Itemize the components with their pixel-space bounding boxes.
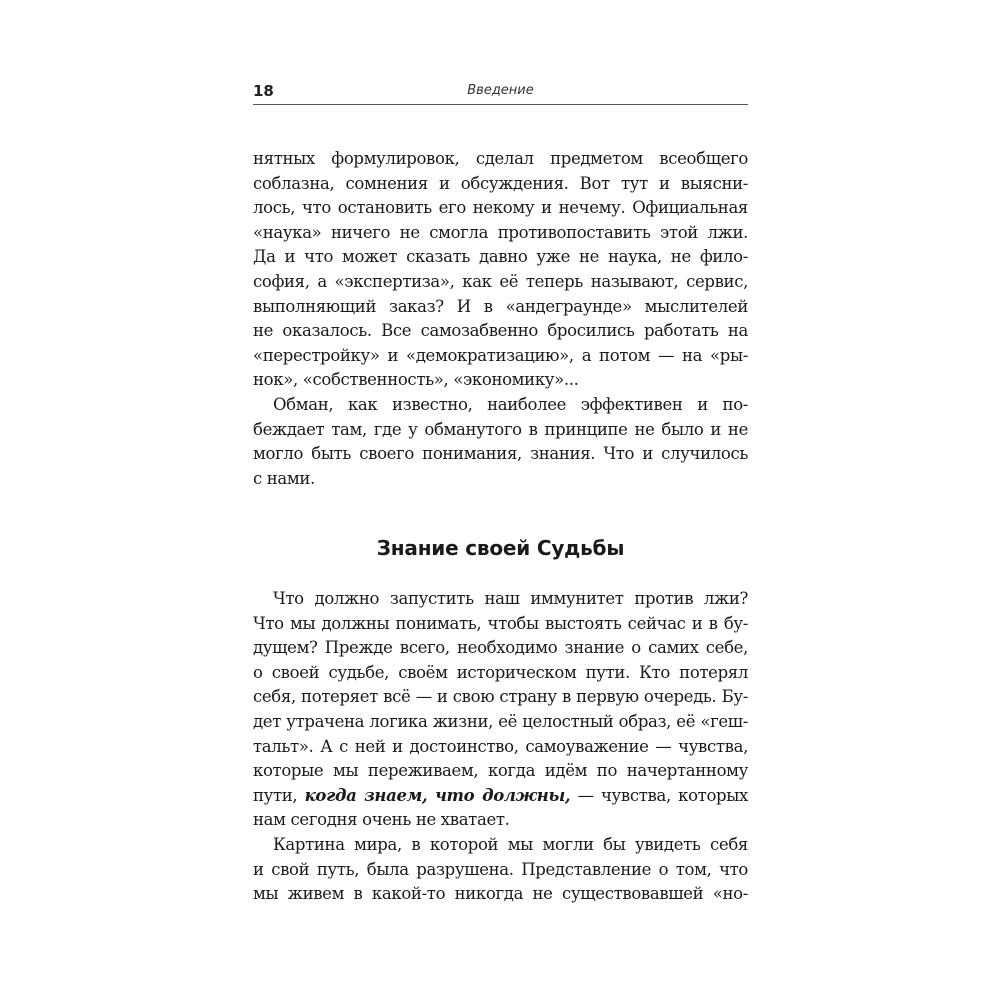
page-header [253,82,748,104]
text-line: Обман, как известно, наиболее эффективен и по- [273,394,748,414]
text-line: мы живем в какой-то никогда не существовавшей «но- [253,884,748,904]
text-line: себя, потеряет всё — и свою страну в первую очередь. Бу- [253,687,748,707]
text-line: «наука» ничего не смогла противопоставить этой лжи. [253,222,748,242]
text-line: Что мы должны понимать, чтобы выстоять сейчас и в бу- [253,613,748,633]
text-line: дет утрачена логика жизни, её целостный образ, её «геш- [253,711,748,731]
text-line: Да и что может сказать давно уже не наука, не фило- [253,247,748,267]
text-line: «перестройку» и «демократизацию», а потом — на «ры- [253,345,748,365]
paragraph-block-1 [253,147,748,491]
emphasis-text: когда знаем, что должны, [304,785,571,805]
text-line: Картина мира, в которой мы могли бы увидеть себя [273,834,748,854]
text-line: о своей судьбе, своём историческом пути. Кто потерял [253,662,748,682]
text-line: выполняющий заказ? И в «андеграунде» мыслителей [253,296,748,316]
text-line: могло быть своего понимания, знания. Что и случилось [253,444,748,464]
header-rule [253,104,748,105]
text-line: не оказалось. Все самозабвенно бросились работать на [253,321,748,341]
text-line: софия, а «экспертиза», как её теперь называют, сервис, [253,271,748,291]
text-run: пути, [253,785,305,805]
text-line: Что должно запустить наш иммунитет против лжи? [273,589,748,608]
text-line: соблазна, сомнения и обсуждения. Вот тут и выясни- [253,173,748,193]
text-line: с нами. [253,468,315,488]
text-line: беждает там, где у обманутого в принципе не было и не [253,419,748,439]
text-line: лось, что остановить его некому и нечему. Официальная [253,198,748,218]
page-number: 18 [253,82,274,100]
text-line: которые мы переживаем, когда идём по начертанному [253,761,748,781]
text-line: тальт». А с ней и достоинство, самоуважение — чувства, [253,736,748,756]
text-line-with-emphasis [253,784,748,809]
section-heading: Знание своей Судьбы [376,536,625,560]
text-line: нок», «собственность», «экономику»... [253,370,579,390]
text-line: нятных формулировок, сделал предметом всеобщего [253,149,748,168]
text-run: — чувства, которых [570,785,748,805]
paragraph-block-2 [253,587,748,907]
text-line: и свой путь, была разрушена. Представление о том, что [253,859,748,879]
text-line: нам сегодня очень не хватает. [253,810,510,830]
running-head: Введение [467,83,534,98]
text-line: дущем? Прежде всего, необходимо знание о самих себе, [253,638,748,658]
